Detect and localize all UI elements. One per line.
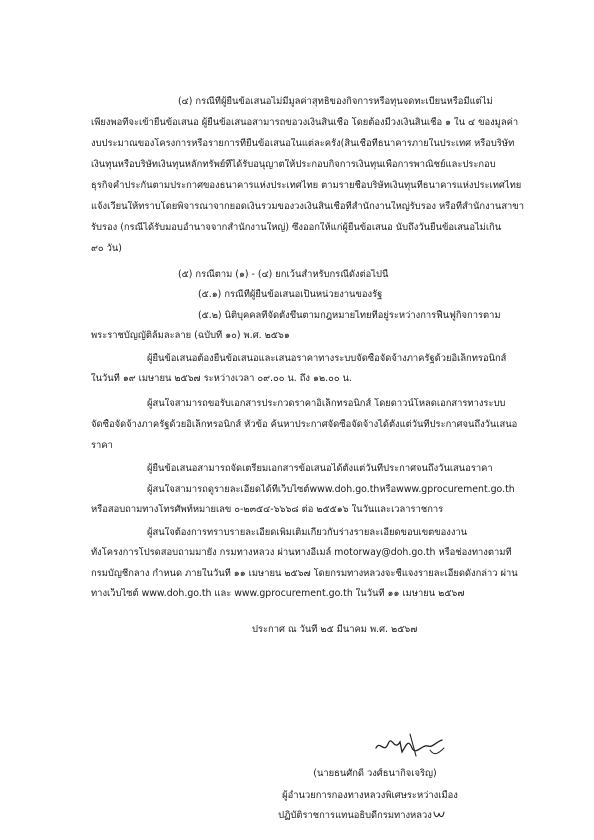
paragraph-4-line-5: ธุรกิจค้ำประกันตามประกาศของธนาคารแห่งประเทศไทย ตามรายชื่อบริษัทเงินทุนที่ธนาคารแห่งประเทศไทย <box>91 180 522 191</box>
paragraph-5: (๕) กรณีตาม (๑) - (๔) ยกเว้นสำหรับกรณีดังต่อไปนี้ <box>178 269 389 280</box>
paragraph-4-line-7: รับรอง (กรณีได้รับมอบอำนาจจากสำนักงานใหญ่) ซึ่งออกให้แก่ผู้ยื่นข้อเสนอ นับถึงวันยื่นข้อเสนอไม่เกิน <box>91 222 502 233</box>
request-docs-line-1: ผู้สนใจสามารถขอรับเอกสารประกวดราคาอิเล็กทรอนิกส์ โดยดาวน์โหลดเอกสารทางระบบ <box>147 398 506 409</box>
paragraph-5-2-line-2: พระราชบัญญัติล้มละลาย (ฉบับที่ ๑๐) พ.ศ. ๒๕๖๑ <box>91 330 290 341</box>
paragraph-4-line-4: เงินทุนหรือบริษัทเงินทุนหลักทรัพย์ที่ได้รับอนุญาตให้ประกอบกิจการเงินทุนเพื่อการพาณิชย์และประกอบ <box>91 159 496 170</box>
signer-title-2: ปฏิบัติราชการแทนอธิบดีกรมทางหลวง <box>278 810 432 821</box>
details-site-line-2: หรือสอบถามทางโทรศัพท์หมายเลข ๐-๒๓๕๔-๖๖๖๘ ต่อ ๒๕๕๑๖ ในวันและเวลาราชการ <box>91 504 444 515</box>
request-docs-line-3: ราคา <box>91 440 113 451</box>
paragraph-4-line-8: ๙๐ วัน) <box>91 243 122 254</box>
paragraph-4-line-3: งบประมาณของโครงการหรือรายการที่ยื่นข้อเสนอในแต่ละครั้ง(สินเชื่อที่ธนาคารภายในประเทศ หรือบริษัท <box>91 138 515 149</box>
paragraph-4-line-6: แจ้งเวียนให้ทราบโดยพิจารณาจากยอดเงินรวมของวงเงินสินเชื่อที่สำนักงานใหญ่รับรอง หรือที่สำนักงานสาขา <box>91 201 524 212</box>
submission-line-1: ผู้ยื่นข้อเสนอต้องยื่นข้อเสนอและเสนอราคาทางระบบจัดซื้อจัดจ้างภาครัฐด้วยอิเล็กทรอนิกส์ <box>147 353 507 364</box>
handwritten-initial-mark <box>432 808 450 820</box>
request-docs-line-2: จัดซื้อจัดจ้างภาครัฐด้วยอิเล็กทรอนิกส์ หัวข้อ ค้นหาประกาศจัดซื้อจัดจ้างได้ตั้งแต่วันที่ประกาศจนถึงวันเสนอ <box>91 419 518 430</box>
signature-image <box>372 726 448 760</box>
paragraph-5-2-line-1: (๕.๒) นิติบุคคลที่จัดตั้งขึ้นตามกฎหมายไทยที่อยู่ระหว่างการฟื้นฟูกิจการตาม <box>198 310 501 321</box>
inquiry-line-2: ทั้งโครงการโปรดสอบถามมายัง กรมทางหลวง ผ่านทางอีเมล์ motorway@doh.go.th หรือช่องทางตามที่ <box>91 547 512 558</box>
announce-date: ประกาศ ณ วันที่ ๒๕ มีนาคม พ.ศ. ๒๕๖๗ <box>252 624 418 635</box>
paragraph-5-1: (๕.๑) กรณีที่ผู้ยื่นข้อเสนอเป็นหน่วยงานของรัฐ <box>198 289 383 300</box>
inquiry-line-1: ผู้สนใจต้องการทราบรายละเอียดเพิ่มเติมเกี่ยวกับร่างรายละเอียดขอบเขตของงาน <box>147 527 468 538</box>
submission-line-2: ในวันที่ ๑๙ เมษายน ๒๕๖๗ ระหว่างเวลา ๐๙.๐๐ น. ถึง ๑๒.๐๐ น. <box>91 373 352 384</box>
paragraph-4-line-1: (๔) กรณีที่ผู้ยื่นข้อเสนอไม่มีมูลค่าสุทธิของกิจการหรือทุนจดทะเบียนหรือมีแต่ไม่ <box>178 96 493 107</box>
paragraph-4-line-2: เพียงพอที่จะเข้ายื่นข้อเสนอ ผู้ยื่นข้อเสนอสามารถขอวงเงินสินเชื่อ โดยต้องมีวงเงินสินเชื่อ ๑ ใน ๔ ของมูลค่า <box>91 117 519 128</box>
signer-name: (นายธนศักดิ์ วงศ์ธนากิจเจริญ) <box>313 768 437 779</box>
inquiry-line-3: กรมบัญชีกลาง กำหนด ภายในวันที่ ๑๑ เมษายน ๒๕๖๗ โดยกรมทางหลวงจะชี้แจงรายละเอียดดังกล่าว ผ่าน <box>91 568 518 579</box>
inquiry-line-4: ทางเว็บไซต์ www.doh.go.th และ www.gprocurement.go.th ในวันที่ ๑๑ เมษายน ๒๕๖๗ <box>91 588 465 599</box>
details-site-line-1: ผู้สนใจสามารถดูรายละเอียดได้ที่เว็บไซต์www.doh.go.thหรือwww.gprocurement.go.th <box>147 484 515 495</box>
prepare-docs: ผู้ยื่นข้อเสนอสามารถจัดเตรียมเอกสารข้อเสนอได้ตั้งแต่วันที่ประกาศจนถึงวันเสนอราคา <box>147 463 493 474</box>
signer-title-1: ผู้อำนวยการกองทางหลวงพิเศษระหว่างเมือง <box>282 790 458 801</box>
